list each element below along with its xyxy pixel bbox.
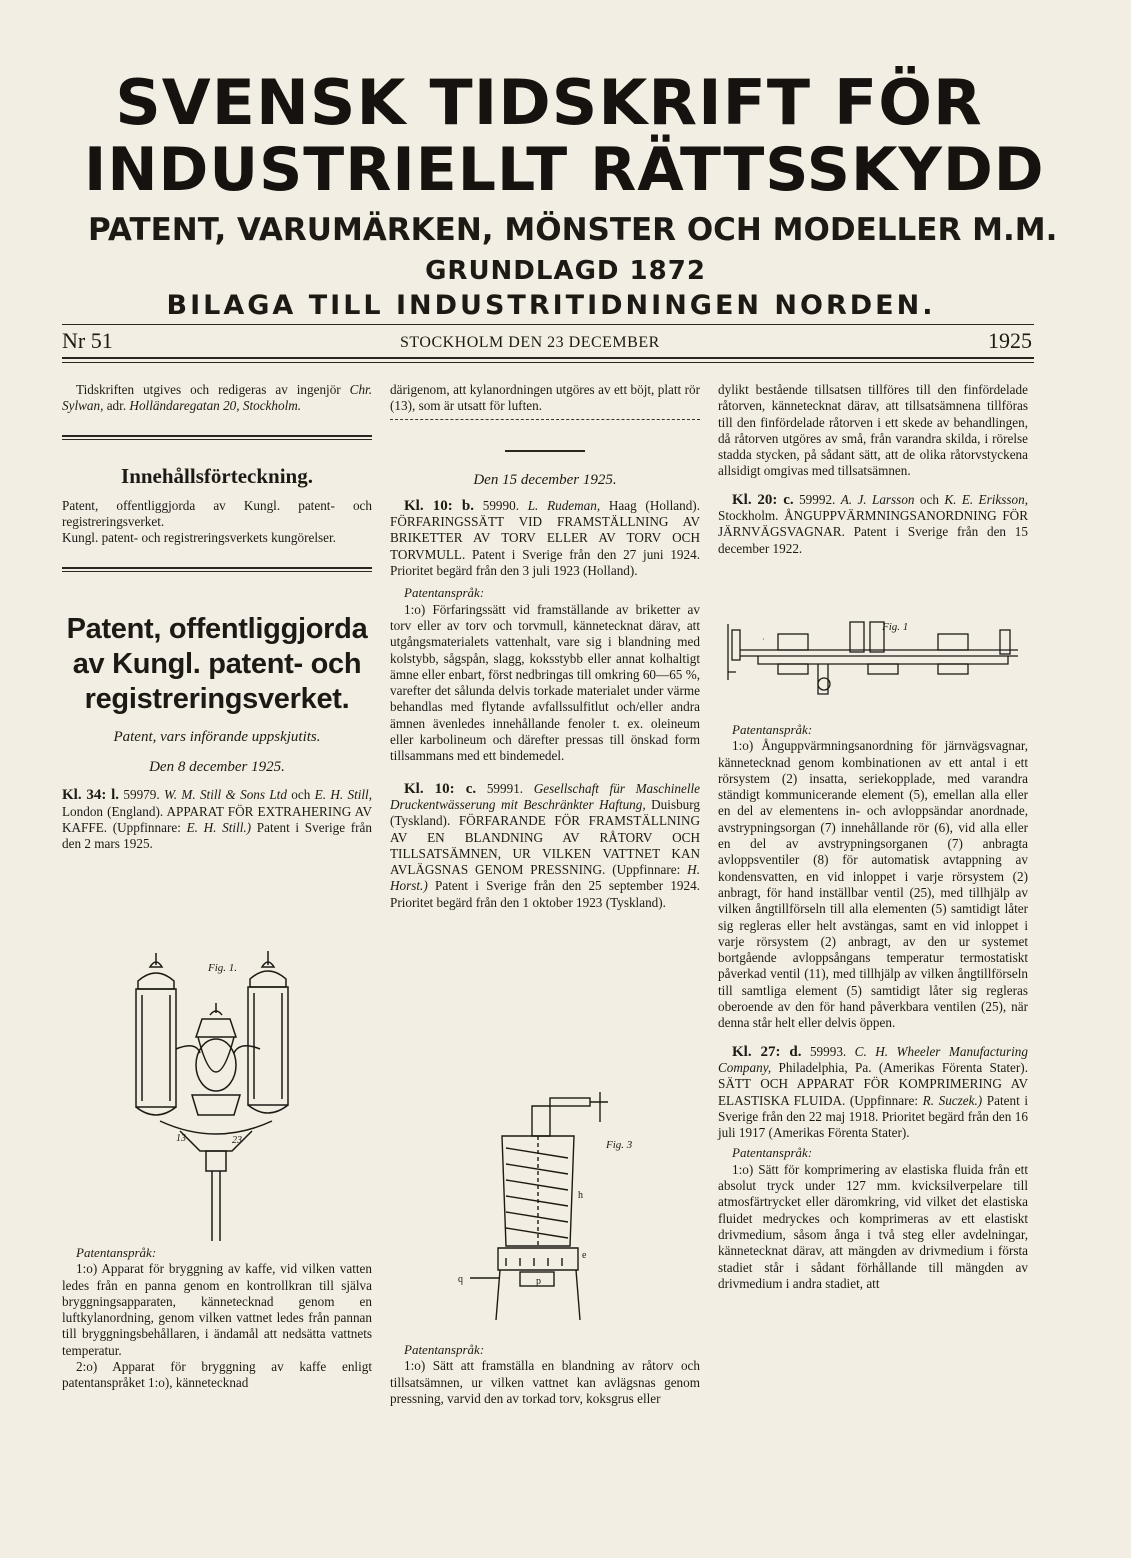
patent-class: Kl. 10: b. <box>404 497 475 514</box>
patent-inventor: E. H. Still.) <box>186 819 252 835</box>
section-subheading: Patent, vars införande uppskjutits. <box>113 728 321 745</box>
coffee-apparatus-figure <box>120 945 320 1245</box>
masthead-line-1: SVENSK TIDSKRIFT FÖR <box>115 66 983 139</box>
patent-59993 <box>718 1044 1028 1142</box>
fig1-number-13: 13 <box>176 1133 186 1144</box>
patent-number: 59992. <box>799 491 836 507</box>
patent-59992 <box>718 492 1028 557</box>
fig-railway-label: Fig. 1 <box>882 621 909 633</box>
claim-59979-2: 2:o) Apparat för bryggning av kaffe enligt patentanspråket 1:o), kännetecknad <box>62 1359 372 1391</box>
dashed-rule <box>390 419 700 420</box>
col3-continuation: dylikt bestående tillsatsen tillföres till den finfördelade råtorven, kännetecknat därav, att tillsatsämnena tillföras till den finfördelade råtorven i ett skede av behandlingen, då råtorven utgöres av små, från varandra skilda, i rörelse stadda stycken, på sådant sätt, att de olika råtorvstyckena allsidigt omgivas med tillsatsämnen. <box>718 382 1028 479</box>
patent-inventor: R. Suczek.) <box>922 1092 983 1108</box>
toc-heading: Innehållsförteckning. <box>121 463 313 488</box>
column-1 <box>62 382 372 853</box>
masthead-line-2: INDUSTRIELLT RÄTTSSKYDD <box>84 135 1045 205</box>
column-3 <box>718 382 1028 557</box>
column-3-claims <box>718 722 1028 1292</box>
dateline <box>62 328 1032 358</box>
issue-place-date: STOCKHOLM DEN 23 DECEMBER <box>400 334 660 351</box>
claims-label-2: Patentanspråk: <box>404 585 485 601</box>
toc-item-2: Kungl. patent- och registreringsverkets kungörelser. <box>62 530 336 546</box>
masthead-founded: GRUNDLAGD 1872 <box>425 256 706 286</box>
patent-class: Kl. 27: d. <box>732 1043 802 1060</box>
fig3-letter-q: q <box>458 1274 463 1285</box>
patent-owner: C. H. Wheeler Manufacturing Company, <box>718 1043 1028 1075</box>
patent-59990 <box>390 498 700 579</box>
patent-text: Stockholm. ÅNGUPPVÄRMNINGSANORDNING FÖR JÄRNVÄGSVAGNAR. Patent i Sverige från den 15 december 1922. <box>718 508 1028 556</box>
fig3-label: Fig. 3 <box>606 1139 633 1151</box>
patent-number: 59993. <box>809 1043 847 1059</box>
masthead-subtitle: PATENT, VARUMÄRKEN, MÖNSTER OCH MODELLER M.M. <box>88 212 1058 248</box>
claim-59992-1: 1:o) Ånguppvärmningsanordning för järnvägsvagnar, kännetecknad genom kombinationen av ett antal i ett rörsystem (2) insatta, seriekopplade, med varandra ständigt kommunicerande element (5), emellan alla eller en del av elementens in- och avloppsändar anordnade, avstrypningsorgan (7) innehållande rör (6), vid alla eller en del av avstrypningsorganen (7) anbragta avloppsventiler (8) för automatisk avtappning av kondensvatten, en vid inloppet i varje rörsystem (2) anbragt, för hand inställbar ventil (25), med tillhjälp av vilken ångtillförseln till alla elementen (5) samtidigt låter sig regleras eller helt avstängas, samt en vid inloppet i varje rörsystem (2) anbragt, av den ur systemet bortgående avloppsångans temperatur termostatiskt påverkad ventil (11), med tillhjälp av vilken ångtillförseln till samtliga element (5) samtidigt låter sig regleras oberoende av den för hand påverkbara ventilen (25), när denna står helt eller delvis öppen. <box>718 738 1028 1031</box>
intro-adr: adr. <box>106 398 127 414</box>
claim-59993-1: 1:o) Sätt för komprimering av elastiska fluida från ett absolut tryck under 127 mm. kvicksilverpelare till atmosfärtrycket eller däromkring, vid vilket det elastiska fluidet medryckes och komprimeras av ett elastiskt drivmedium, såsom ånga i två steg eller avdelningar, kännetecknat därav, att mängden av drivmedium i första stadiet står i sådant förhållande till mängden av drivmedium i andra stadiet, att <box>718 1161 1028 1291</box>
patent-text-2: Patent i Sverige från den 22 maj 1918. Prioritet begärd från den 16 juli 1917 (Amerikas Förenta Stater). <box>718 1092 1029 1141</box>
patent-text: Philadelphia, Pa. (Amerikas Förenta Stater). SÄTT OCH APPARAT FÖR KOMPRIMERING AV ELASTISKA FLUIDA. (Uppfinnare: <box>718 1059 1028 1108</box>
railway-heating-figure <box>718 612 1028 712</box>
claim-59979-1: 1:o) Apparat för bryggning av kaffe, vid vilken vatten ledes från en panna genom en kontrollkran till själva bryggningsapparaten, kännetecknad genom en luftkylanordning, genom vilken vattnet ledes från pannan till bryggningsbehållaren, i ändamål att nedsätta vattnets temperatur. <box>62 1261 372 1358</box>
patent-text: London (England). APPARAT FÖR EXTRAHERING AV KAFFE. (Uppfinnare: <box>62 803 372 835</box>
claims-label-4: Patentanspråk: <box>732 722 813 737</box>
section-heading: Patent, offentliggjorda av Kungl. patent- och registreringsverket. <box>66 612 368 715</box>
patent-text: Haag (Holland). FÖRFARINGSSÄTT VID FRAMSTÄLLNING AV BRIKETTER AV TORV ELLER AV TORV OCH TORVMULL. Patent i Sverige från den 27 juni 1924. Prioritet begärd från den 3 juli 1923 (Holland). <box>390 497 700 579</box>
patent-59991 <box>390 781 700 911</box>
issue-number: Nr 51 <box>62 328 113 353</box>
fig1-label: Fig. 1. <box>208 962 238 974</box>
patent-owner: Gesellschaft für Maschinelle Druckentwässerung mit Beschränkter Haftung, <box>390 780 701 812</box>
col1-rule-2b <box>62 571 372 572</box>
intro-text: Tidskriften utgives och redigeras av ingenjör <box>76 382 341 397</box>
claim-59990-1: 1:o) Förfaringssätt vid framställande av briketter av torv eller av torv och torvmull, kännetecknat därav, att utgångsmaterialets vattenhalt, vare sig i blandning med kolstybb, sågspån, slagg, koksstybb eller annat kolhaltigt ämne eller enbart, först nedbringas till omkring 60—65 %, varefter det sålunda delvis torkade materialet under värme behandlas med flytande avfallssulfitlut och/eller andra ämnen ävenledes innehållande fenoler t. ex. oleineum eller karbolineum och därefter pressas till önskad form tillsammans med ett bindemedel. <box>390 601 700 764</box>
patent-class: Kl. 10: c. <box>404 780 477 797</box>
patent-text: Duisburg (Tyskland). FÖRFARANDE FÖR FRAMSTÄLLNING AV EN BLANDNING AV RÅTORV OCH TILLSATSÄMNEN, UR VILKEN VATTNET KAN AVLÄGSNAS GENOM PRESSNING. (Uppfinnare: <box>390 796 701 878</box>
intro-editor: Chr. Sylwan, <box>62 382 373 414</box>
patent-59979 <box>62 787 372 852</box>
column-2 <box>390 382 700 911</box>
date-heading-1: Den 8 december 1925. <box>149 759 285 776</box>
patent-number: 59991. <box>486 780 524 796</box>
short-rule <box>505 450 585 452</box>
intro-paragraph <box>62 382 372 415</box>
patent-class: Kl. 20: c. <box>732 491 794 508</box>
toc-item-1: Patent, offentliggjorda av Kungl. patent- och registreringsverket. <box>62 497 372 530</box>
claims-label-3: Patentanspråk: <box>404 1342 485 1357</box>
fig3-letter-p: p <box>536 1276 541 1287</box>
peat-mixer-figure <box>440 1088 640 1328</box>
dateline-rule-bottom <box>62 362 1034 363</box>
dateline-rule-top <box>62 357 1034 359</box>
col1-rule-1 <box>62 435 372 437</box>
patent-och: och <box>919 491 939 507</box>
claim-59991-1: 1:o) Sätt att framställa en blandning av råtorv och tillsatsämnen, ur vilken vattnet kan avlägsnas genom pressning, varvid den av torkad torv, koksgrus eller <box>390 1358 700 1406</box>
masthead-supplement: BILAGA TILL INDUSTRITIDNINGEN NORDEN. <box>166 290 936 321</box>
patent-text-2: Patent i Sverige från den 2 mars 1925. <box>62 819 373 852</box>
patent-owner: A. J. Larsson <box>840 491 915 507</box>
patent-och: och <box>291 787 311 803</box>
patent-owner-2: E. H. Still, <box>314 787 373 803</box>
col1-rule-1b <box>62 439 372 440</box>
col2-continuation: därigenom, att kylanordningen utgöres av ett böjt, platt rör (13), som är utsatt för luften. <box>390 382 700 414</box>
patent-class: Kl. 34: l. <box>62 787 120 804</box>
patent-number: 59979. <box>123 787 160 803</box>
bleed-through-margin <box>1040 200 1120 1400</box>
col1-rule-2 <box>62 567 372 569</box>
column-1-claims <box>62 1245 372 1392</box>
fig1-number-23: 23 <box>232 1135 242 1146</box>
patent-text-2: Patent i Sverige från den 25 september 1924. Prioritet begärd från den 1 oktober 1923 (Tyskland). <box>390 878 701 910</box>
column-2-claims <box>390 1342 700 1407</box>
claims-label-1: Patentanspråk: <box>76 1245 157 1260</box>
intro-address: Holländaregatan 20, Stockholm. <box>129 398 302 414</box>
fig3-letter-e: e <box>582 1250 587 1261</box>
date-heading-2: Den 15 december 1925. <box>473 471 617 488</box>
patent-number: 59990. <box>482 497 519 513</box>
masthead-rule <box>62 324 1034 325</box>
patent-inventor: H. Horst.) <box>390 862 700 894</box>
patent-owner: W. M. Still & Sons Ltd <box>163 787 287 803</box>
svg-text:·: · <box>762 635 765 644</box>
patent-owner: L. Rudeman, <box>527 497 601 513</box>
fig3-letter-h: h <box>578 1190 583 1201</box>
claims-label-5: Patentanspråk: <box>732 1145 813 1161</box>
patent-owner-2: K. E. Eriksson, <box>944 491 1029 507</box>
issue-year: 1925 <box>988 328 1032 353</box>
